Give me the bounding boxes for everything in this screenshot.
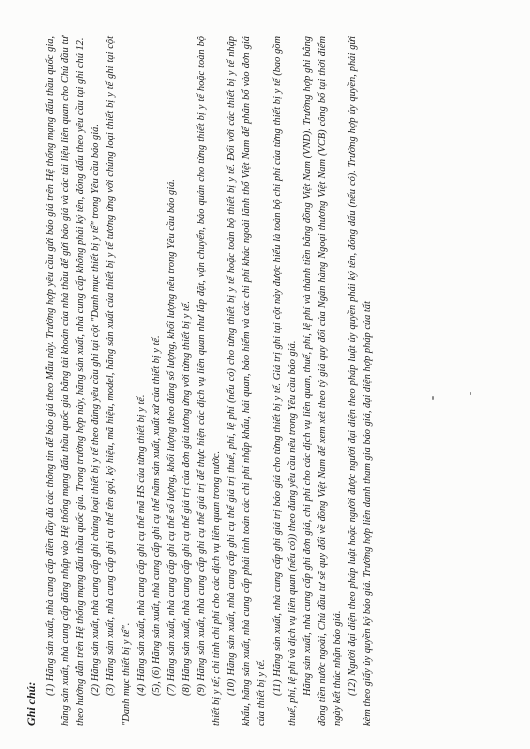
notes-title: Ghi chú: — [24, 681, 38, 726]
scan-speck — [432, 396, 434, 400]
note-7: (7) Hãng sản xuất, nhà cung cấp ghi cụ thể số lượng, khối lượng theo đúng số lượng, khối lượng nêu trong Yêu cầu báo giá. — [165, 179, 177, 696]
note-4: (4) Hãng sản xuất, nhà cung cấp ghi cụ thể mã HS của từng thiết bị y tế. — [135, 394, 147, 696]
note-5-6: (5), (6) Hãng sản xuất, nhà cung cấp ghi cụ thể năm sản xuất, xuất xứ của thiết bị y tế. — [150, 335, 162, 696]
scan-speck — [470, 392, 471, 395]
notes-block — [24, 36, 506, 726]
note-currency: Hãng sản xuất, nhà cung cấp ghi đơn giá, chi phí cho các dịch vụ liên quan, thuế, phí, lệ phí và thành tiền bằng đồng Việt Nam (VND). Trường hợp ghi bằng đồng tiền nước ngoài, Chủ đầu tư sẽ quy đổi về đồng Việt Nam để xem xét theo tỷ giá quy đổi của Ngân hàng Ngoại thương Việt Nam (VCB) công bố tại thời điểm ngày kết thúc nhận báo giá. — [301, 36, 343, 726]
note-11: (11) Hãng sản xuất, nhà cung cấp ghi giá trị báo giá cho từng thiết bị y tế. Giá trị ghi tại cột này được hiểu là toàn bộ chi phí của từng thiết bị y tế (bao gồm thuế, phí, lệ phí và dịch vụ liên quan (nếu có)) theo đúng yêu cầu nêu trong Yêu cầu báo giá. — [271, 36, 298, 726]
note-1: (1) Hãng sản xuất, nhà cung cấp điền đầy đủ các thông tin để báo giá theo Mẫu này. Trường hợp yêu cầu gửi báo giá trên Hệ thống mạng đấu thầu quốc gia, hãng sản xuất, nhà cung cấp đăng nhập vào Hệ thống mạng đấu thầu quốc gia bằng tài khoản của nhà thầu để gửi báo giá và các tài liệu liên quan cho Chủ đầu tư theo hướng dẫn trên Hệ thống mạng đấu thầu quốc gia. Trong trường hợp này, hãng sản xuất, nhà cung cấp không phải ký tên, đóng dấu theo yêu cầu tại ghi chú 12. — [45, 36, 87, 726]
note-10: (10) Hãng sản xuất, nhà cung cấp ghi cụ thể giá trị thuế, phí, lệ phí (nếu có) cho từng thiết bị y tế hoặc toàn bộ thiết bị y tế. Đối với các thiết bị y tế nhập khẩu, hãng sản xuất, nhà cung cấp phải tính toán các chi phí nhập khẩu, hải quan, bảo hiểm và các chi phí khác ngoài lãnh thổ Việt Nam để phân bổ vào đơn giá của thiết bị y tế. — [226, 36, 268, 726]
note-3: (3) Hãng sản xuất, nhà cung cấp ghi cụ thể tên gọi, ký hiệu, mã hiệu, model, hãng sản xuất của thiết bị y tế tương ứng với chủng loại thiết bị y tế ghi tại cột "Danh mục thiết bị y tế". — [105, 36, 132, 726]
note-8: (8) Hãng sản xuất, nhà cung cấp ghi cụ thể giá trị của đơn giá tương ứng với từng thiết bị y tế. — [180, 301, 192, 696]
note-2: (2) Hãng sản xuất, nhà cung cấp ghi chủng loại thiết bị y tế theo đúng yêu cầu ghi tại cột "Danh mục thiết bị y tế" trong Yêu cầu báo giá. — [90, 124, 102, 696]
note-9: (9) Hãng sản xuất, nhà cung cấp ghi cụ thể giá trị để thực hiện các dịch vụ liên quan như lắp đặt, vận chuyển, bảo quản cho từng thiết bị y tế hoặc toàn bộ thiết bị y tế; chi tính chi phí cho các dịch vụ liên quan trong nước. — [196, 36, 223, 726]
note-12: (12) Người đại diện theo pháp luật hoặc người được người đại diện theo pháp luật ủy quyền phải ký tên, đóng dấu (nếu có). Trường hợp ủy quyền, phải gửi kèm theo giấy ủy quyền ký báo giá. Trường hợp liên danh tham gia báo giá, đại diện hợp pháp của tất — [346, 36, 374, 726]
